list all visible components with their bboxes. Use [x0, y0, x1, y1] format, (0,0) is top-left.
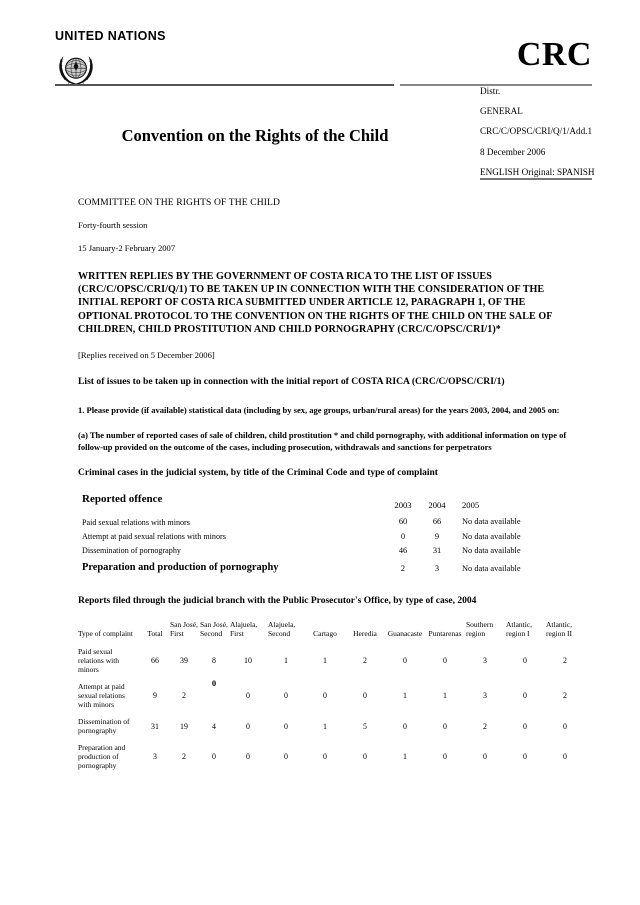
table1-header-2005: 2005 [462, 500, 480, 511]
table2-cell: 0 [483, 752, 487, 761]
table2-cell: 0 [523, 721, 527, 731]
table2-cell: 39 [180, 656, 188, 665]
table1-offence: Attempt at paid sexual relations with minors [82, 531, 226, 541]
table2-cell: 5 [363, 721, 367, 731]
table1-offence: Paid sexual relations with minors [82, 517, 190, 527]
table-row [78, 544, 570, 558]
table1-value-2004: 66 [432, 517, 442, 527]
un-emblem-icon [55, 49, 97, 89]
table2-cell: 0 [323, 691, 327, 700]
table2-cell: 0 [246, 691, 250, 700]
table1-header-offence: Reported offence [82, 493, 163, 506]
distr-label: Distr. [480, 86, 501, 96]
table2-cell: 3 [153, 752, 157, 761]
symbol-number: CRC/C/OPSC/CRI/Q/1/Add.1 [480, 126, 593, 137]
table1-header-row [78, 493, 570, 515]
table2-cell: 0 [523, 691, 527, 700]
table2-cell: 0 [284, 721, 288, 731]
table2-complaint-type: Paid sexual relations with minors [78, 647, 120, 675]
table1-header-2004: 2004 [428, 500, 446, 511]
table1-value-2005: No data available [462, 564, 521, 574]
reports-filed-table [78, 621, 585, 774]
table2-header-guanacaste: Guanacaste [387, 628, 423, 638]
table-row [78, 678, 585, 713]
document-date: 8 December 2006 [480, 146, 546, 157]
session-dates: 15 January-2 February 2007 [78, 242, 176, 253]
table2-header-cartago: Cartago [313, 628, 337, 638]
table1-value-2005: No data available [462, 517, 521, 527]
table1-value-2005: No data available [462, 531, 521, 541]
table-row [78, 643, 585, 678]
question-1a: (a) The number of reported cases of sale of children, child prostitution * and child pornography, with additional information on type of follow-up provided on the outcome of the cases, including prosecution, withdrawals and sanctions for perpetrators [78, 430, 567, 452]
table2-header-puntarenas: Puntarenas [428, 628, 462, 638]
table2-cell: 0 [323, 752, 327, 761]
table2-cell: 0 [363, 752, 367, 761]
table1-caption: Criminal cases in the judicial system, by title of the Criminal Code and type of complaint [78, 468, 438, 479]
table2-cell: 2 [483, 721, 487, 731]
committee-name: COMMITTEE ON THE RIGHTS OF THE CHILD [78, 197, 281, 208]
criminal-cases-table [78, 493, 570, 574]
table1-value-2003: 2 [400, 564, 406, 574]
table2-cell: 8 [212, 656, 216, 665]
table2-cell: 2 [182, 691, 186, 700]
distribution-block [480, 87, 595, 188]
table2-header-atlantic-2: Atlantic, region II [546, 620, 573, 638]
table2-cell: 2 [563, 656, 567, 665]
table2-cell: 4 [212, 721, 216, 731]
table2-header-total: Total [147, 628, 163, 638]
table-row [78, 713, 585, 739]
table2-header-atlantic-1: Atlantic, region I [506, 620, 533, 638]
table-row [78, 529, 570, 543]
table2-cell: 0 [246, 721, 250, 731]
table2-complaint-type: Preparation and production of pornography [78, 743, 126, 771]
table1-value-2004: 9 [434, 531, 440, 541]
table2-header-southern: Southern region [466, 620, 494, 638]
session-label: Forty-fourth session [78, 220, 148, 231]
table2-cell: 0 [443, 721, 447, 731]
treaty-code: CRC [516, 36, 592, 73]
replies-received-note: [Replies received on 5 December 2006] [78, 350, 215, 361]
table1-offence: Preparation and production of pornography [82, 561, 279, 573]
table2-cell: 0 [523, 656, 527, 665]
table2-cell: 0 [523, 752, 527, 761]
table2-cell: 0 [563, 721, 567, 731]
table2-header-row [78, 621, 585, 643]
table2-header-sanjose-2: San José, Second [200, 620, 228, 638]
table2-cell: 2 [363, 656, 367, 665]
table2-cell: 0 [443, 656, 447, 665]
table1-value-2003: 0 [400, 531, 406, 541]
table2-cell: 19 [180, 721, 188, 731]
table1-header-2003: 2003 [394, 500, 412, 511]
question-1: 1. Please provide (if available) statistical data (including by sex, age groups, urban/rural areas) for the years 2003, 2004, and 2005 on: [78, 404, 560, 415]
table2-header-alajuela-1: Alajuela, First [230, 620, 258, 638]
table2-caption: Reports filed through the judicial branch with the Public Prosecutor's Office, by type of case, 2004 [78, 595, 477, 606]
language-note: ENGLISH Original: SPANISH [480, 166, 595, 177]
table2-header-type: Type of complaint [78, 628, 133, 638]
table1-value-2005: No data available [462, 545, 521, 555]
table2-header-alajuela-2: Alajuela, Second [268, 620, 296, 638]
table1-value-2003: 60 [398, 517, 408, 527]
title-band [0, 87, 640, 197]
table2-complaint-type: Attempt at paid sexual relations with minors [78, 682, 125, 710]
table1-value-2003: 46 [398, 545, 408, 555]
table2-cell: 3 [483, 656, 487, 665]
organization-name: UNITED NATIONS [55, 29, 166, 43]
table2-cell: 0 [563, 752, 567, 761]
masthead [0, 0, 640, 78]
table2-body [78, 643, 585, 774]
table2-cell: 0 [443, 752, 447, 761]
table2-cell: 0 [284, 752, 288, 761]
table2-cell: 2 [563, 691, 567, 700]
table2-cell: 10 [244, 656, 252, 665]
table-row [78, 515, 570, 529]
table2-cell: 1 [403, 691, 407, 700]
table-row [78, 739, 585, 774]
document-body [0, 197, 640, 774]
table2-cell: 1 [284, 656, 288, 665]
table2-cell: 0 [284, 691, 288, 700]
table2-cell: 9 [153, 691, 157, 700]
table-row [78, 558, 570, 575]
table2-cell: 66 [151, 656, 159, 665]
table2-cell: 0 [363, 691, 367, 700]
main-heading: WRITTEN REPLIES BY THE GOVERNMENT OF COSTA RICA TO THE LIST OF ISSUES (CRC/C/OPSC/CRI/Q/1) TO BE TAKEN UP IN CONNECTION WITH THE CONSIDERATION OF THE INITIAL REPORT OF COSTA RICA SUBMITTED UNDER ARTICLE 12, PARAGRAPH 1, OF THE OPTIONAL PROTOCOL TO THE CONVENTION ON THE RIGHTS OF THE CHILD ON THE SALE OF CHILDREN, CHILD PROSTITUTION AND CHILD PORNOGRAPHY (CRC/C/OPSC/CRI/1)* [78, 270, 553, 336]
table2-cell: 2 [182, 752, 186, 761]
table2-header-sanjose-1: San José, First [170, 620, 198, 638]
table2-cell: 0 [246, 752, 250, 761]
table2-cell: 0 [403, 721, 407, 731]
table2-cell: 1 [323, 721, 327, 731]
table2-cell: 0 [403, 656, 407, 665]
table2-cell: 0 [212, 752, 216, 761]
table2-cell: 1 [443, 691, 447, 700]
table2-cell: 3 [483, 691, 487, 700]
table2-cell: 31 [151, 721, 159, 731]
table2-header-heredia: Heredia [353, 628, 377, 638]
distribution-divider [480, 178, 592, 180]
table1-offence: Dissemination of pornography [82, 546, 181, 556]
table1-value-2004: 31 [432, 545, 442, 555]
table2-cell: 1 [323, 656, 327, 665]
table1-value-2004: 3 [434, 564, 440, 574]
page-title: Convention on the Rights of the Child [121, 126, 389, 145]
table2-cell: 1 [403, 752, 407, 761]
table2-cell: 0 [211, 678, 217, 689]
list-of-issues-heading: List of issues to be taken up in connection with the initial report of COSTA RICA (CRC/C/OPSC/CRI/1) [78, 376, 505, 388]
distr-level: GENERAL [480, 106, 523, 117]
table2-complaint-type: Dissemination of pornography [78, 717, 130, 736]
divider-left [55, 84, 394, 86]
